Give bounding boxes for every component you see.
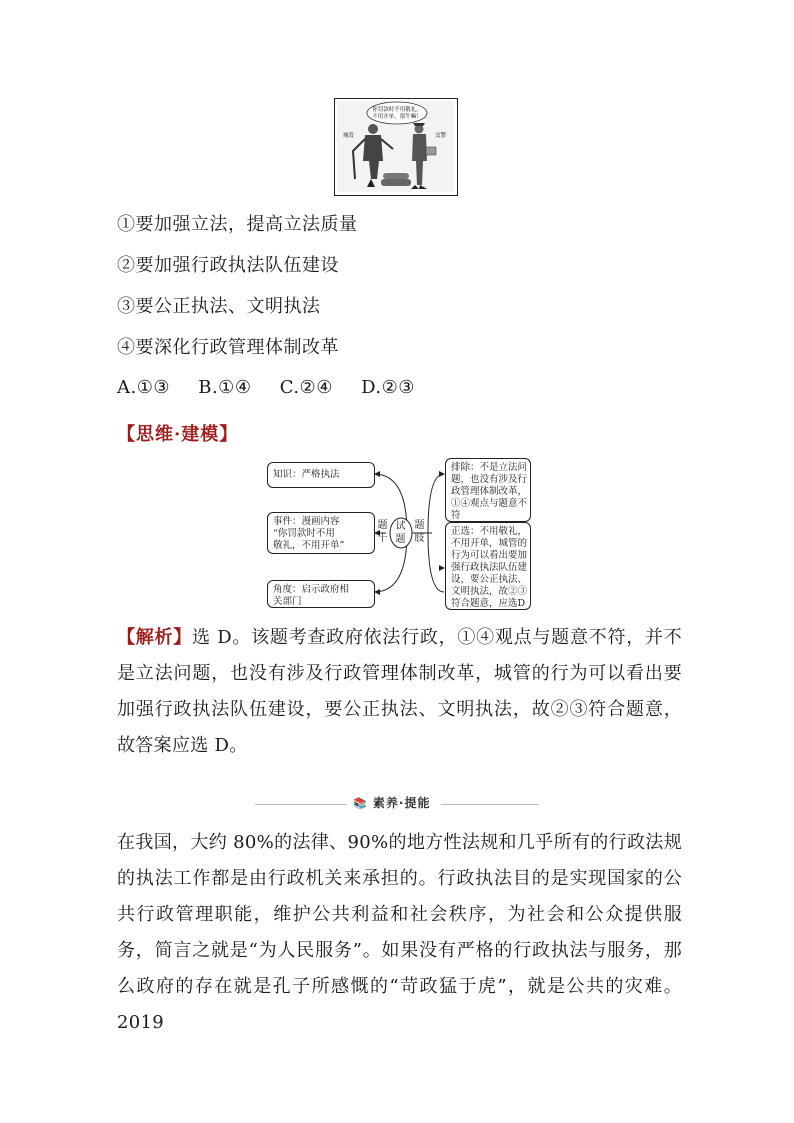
diagram-box-correct: 正选：不用敬礼， 不用开单，城管的 行为可以看出要加 强行政执法队伍建 设，要公正执法、 文明执法，故②③ 符合题意，应选D (445, 522, 531, 610)
choice-b: B.①④ (198, 377, 252, 398)
option-2: ②要加强行政执法队伍建设 (117, 255, 339, 276)
diagram-box-knowledge: 知识：严格执法 (267, 462, 375, 488)
section-divider (255, 794, 539, 810)
section-label (353, 794, 430, 811)
thinking-model-diagram (262, 456, 532, 610)
option-3: ③要公正执法、文明执法 (117, 296, 321, 317)
book-icon: 📚 (353, 797, 368, 810)
diagram-box-angle: 角度：启示政府相 关部门 (267, 580, 375, 608)
body-paragraph: 在我国，大约 80%的法律、90%的地方性法规和几乎所有的行政法规的执法工作都是由行政机关来承担的。行政执法目的是实现国家的公共行政管理职能，维护公共利益和社会秩序，为社会和公众提供服务，简言之就是“为人民服务”。如果没有严格的行政执法与服务，那么政府的存在就是孔子所感慨的“苛政猛于虎”，就是公共的灾难。2019 (117, 832, 682, 1033)
answer-choices (117, 377, 437, 398)
analysis-text: 选 D。该题考查政府依法行政，①④观点与题意不符，并不是立法问题，也没有涉及行政管理体制改革，城管的行为可以看出要加强行政执法队伍建设，要公正执法、文明执法，故②③符合题意，故答案应选 D。 (117, 627, 682, 756)
analysis-paragraph (117, 620, 682, 764)
label-tizhi: 题肢 (414, 520, 425, 544)
diagram-box-event: 事件：漫画内容 “你罚款时不用 敬礼，不用开单” (267, 512, 375, 554)
label-chengguan: 城管 (343, 133, 355, 139)
section-label-text: 素养·提能 (372, 796, 431, 810)
option-4: ④要深化行政管理体制改革 (117, 337, 339, 358)
model-title: 【思维·建模】 (117, 424, 239, 445)
choice-c: C.②④ (279, 377, 333, 398)
label-shiti: 试题 (395, 521, 406, 545)
label-jiaojing: 交警 (435, 133, 447, 139)
cartoon-image (334, 98, 458, 196)
option-1: ①要加强立法，提高立法质量 (117, 214, 358, 235)
diagram-box-exclude: 排除：不是立法问 题，也没有涉及行 政管理体制改革， ①④观点与题意不 符 (445, 458, 531, 522)
analysis-tag: 【解析】 (117, 627, 193, 648)
speech-line-2: 不用开单，很牛嘛！ (372, 114, 422, 120)
choice-a: A.①③ (117, 377, 170, 398)
speech-line-1: 你罚款时不用敬礼， (372, 107, 422, 113)
choice-d: D.②③ (361, 377, 415, 398)
label-tigan: 题干 (377, 520, 388, 544)
